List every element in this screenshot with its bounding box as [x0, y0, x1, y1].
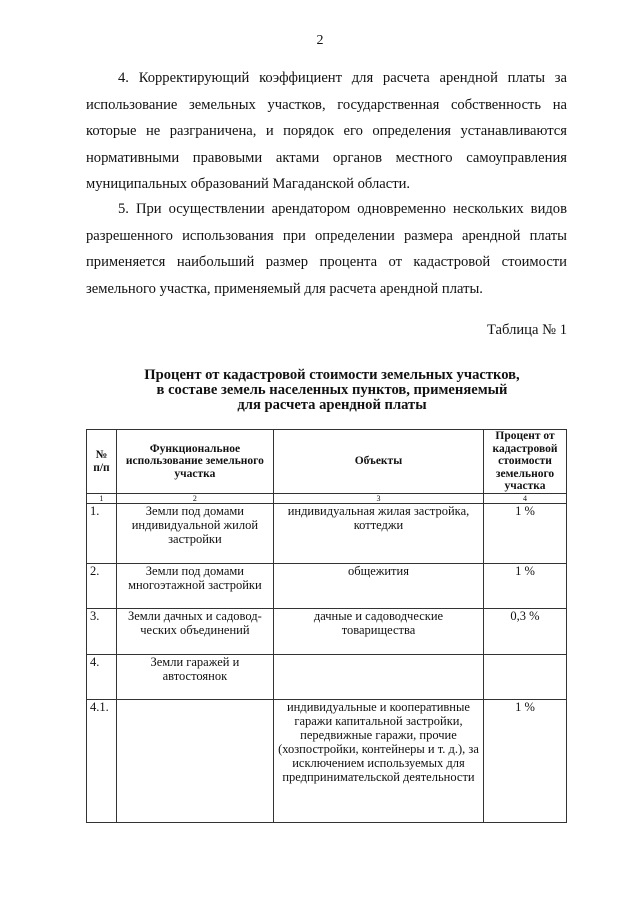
header-function: Функциональное использование земельного участка [116, 430, 273, 494]
table-row [87, 700, 567, 823]
index-cell: 3 [273, 494, 483, 504]
row-function [116, 700, 273, 823]
table-header-row [87, 430, 567, 494]
row-function: Земли дачных и садовод-ческих объединений [116, 609, 273, 655]
table-label: Таблица № 1 [487, 322, 567, 338]
row-percent: 1 % [484, 504, 567, 564]
row-function: Земли под домами многоэтажной застройки [116, 564, 273, 609]
row-percent: 1 % [484, 564, 567, 609]
index-cell: 1 [87, 494, 117, 504]
row-objects: индивидуальная жилая застройка, коттеджи [273, 504, 483, 564]
table-title-line: Процент от кадастровой стоимости земельных участков, [144, 367, 520, 383]
row-number: 4.1. [87, 700, 117, 823]
row-percent: 0,3 % [484, 609, 567, 655]
paragraph-line: применяется наибольший размер процента от кадастровой стоимости [86, 254, 567, 270]
table-row [87, 609, 567, 655]
row-objects: дачные и садоводческие товарищества [273, 609, 483, 655]
paragraph-line: 4. Корректирующий коэффициент для расчета арендной платы за [118, 70, 567, 86]
header-objects: Объекты [273, 430, 483, 494]
table-row [87, 504, 567, 564]
row-objects: общежития [273, 564, 483, 609]
row-percent [484, 655, 567, 700]
row-number: 1. [87, 504, 117, 564]
paragraph-line: которые не разграничена, и порядок его определения устанавливаются [86, 123, 567, 139]
rates-table [86, 429, 567, 823]
row-number: 4. [87, 655, 117, 700]
index-cell: 2 [116, 494, 273, 504]
row-percent: 1 % [484, 700, 567, 823]
paragraph-line: муниципальных образований Магаданской области. [86, 176, 411, 192]
table-row [87, 655, 567, 700]
index-cell: 4 [484, 494, 567, 504]
row-objects [273, 655, 483, 700]
paragraph-line: земельного участка, применяемый для расчета арендной платы. [86, 280, 483, 297]
paragraph-line: нормативными правовыми актами органов местного самоуправления [86, 149, 567, 166]
table-title [86, 368, 578, 413]
table-row [87, 564, 567, 609]
row-number: 2. [87, 564, 117, 609]
paragraph-4 [86, 65, 567, 198]
table-title-line: в составе земель населенных пунктов, применяемый [156, 382, 508, 398]
row-function: Земли гаражей и автостоянок [116, 655, 273, 700]
paragraph-5 [86, 196, 567, 302]
page-number: 2 [316, 33, 324, 48]
row-objects: индивидуальные и кооперативные гаражи капитальной застройки, передвижные гаражи, прочие (хозпостройки, контейнеры и т. д.), за исключением используемых для предпринимательской деятельности [273, 700, 483, 823]
row-function: Земли под домами индивидуальной жилой застройки [116, 504, 273, 564]
header-num: № п/п [87, 430, 117, 494]
paragraph-line: использование земельных участков, государственная собственность на [86, 96, 567, 113]
header-percent: Процент от кадастровой стоимости земельного участка [484, 430, 567, 494]
table-title-line: для расчета арендной платы [237, 397, 427, 413]
paragraph-line: 5. При осуществлении арендатором одновременно нескольких видов [118, 201, 567, 217]
paragraph-line: разрешенного использования при определении размера арендной платы [86, 227, 567, 244]
row-number: 3. [87, 609, 117, 655]
table-index-row [87, 494, 567, 504]
